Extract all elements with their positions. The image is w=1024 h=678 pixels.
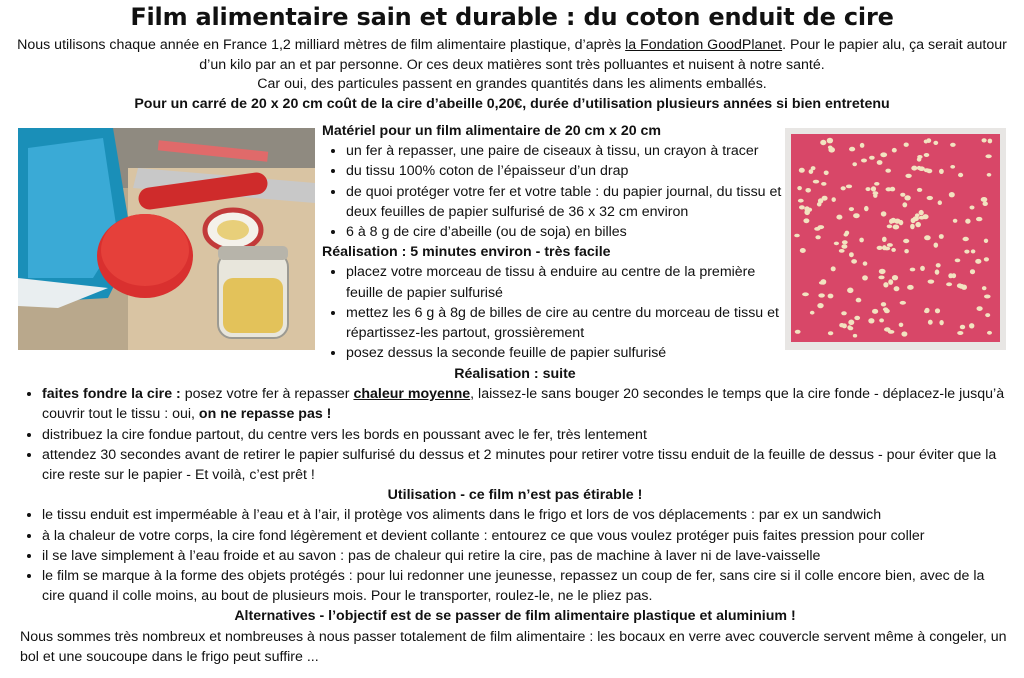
wax-bead xyxy=(799,205,805,209)
wax-bead xyxy=(910,224,915,230)
wax-bead xyxy=(950,143,956,147)
wax-bead xyxy=(957,331,963,335)
wax-bead xyxy=(907,285,914,290)
materials-item: • du tissu 100% coton de l’épaisseur d’un drap xyxy=(346,161,784,181)
wax-bead xyxy=(882,237,887,242)
wax-bead xyxy=(900,301,906,305)
wax-bead xyxy=(869,156,875,160)
wax-bead xyxy=(864,206,869,211)
wax-bead xyxy=(900,193,905,197)
wax-bead xyxy=(892,148,897,153)
wax-bead xyxy=(853,213,860,218)
wax-bead xyxy=(883,307,888,311)
wax-bead xyxy=(832,197,836,202)
wax-bead xyxy=(924,235,931,240)
usage-item: • à la chaleur de votre corps, la cire fond légèrement et devient collante : entourez ce que vous voulez protéger puis faites pression pour coller xyxy=(42,526,1010,546)
wax-bead xyxy=(987,173,992,177)
wax-bead xyxy=(926,138,931,143)
wax-bead xyxy=(917,157,922,161)
usage-list xyxy=(20,505,1010,606)
wax-bead xyxy=(846,185,852,189)
wax-bead xyxy=(936,263,941,267)
wax-bead xyxy=(915,222,921,227)
wax-bead xyxy=(841,186,846,190)
wax-bead xyxy=(938,200,942,205)
wax-bead xyxy=(919,216,925,220)
wax-bead xyxy=(959,284,965,289)
wax-bead xyxy=(839,323,844,327)
suite-item: • distribuez la cire fondue partout, du centre vers les bords en poussant avec le fer, très lentement xyxy=(42,425,1010,445)
wax-bead xyxy=(894,286,900,291)
wax-bead xyxy=(981,197,988,202)
wax-bead xyxy=(851,259,857,264)
wax-bead xyxy=(874,182,879,186)
wax-bead xyxy=(797,186,802,190)
wax-bead xyxy=(859,238,864,243)
wax-bead xyxy=(848,326,853,330)
intro-text-a: Nous utilisons chaque année en France 1,2 milliard mètres de film alimentaire plastique, d’après xyxy=(17,37,626,53)
wax-bead xyxy=(854,316,860,320)
wax-bead xyxy=(856,298,862,303)
wax-bead xyxy=(800,248,806,253)
wax-bead xyxy=(879,269,886,274)
wax-bead xyxy=(862,275,868,280)
wax-bead xyxy=(904,249,909,253)
wax-bead xyxy=(878,276,884,280)
realisation-item: • mettez les 6 g à 8g de billes de cire au centre du morceau de tissu et répartissez-les partout, grossièrement xyxy=(346,303,784,343)
wax-bead xyxy=(831,266,836,271)
alternatives-text: Nous sommes très nombreux et nombreuses à nous passer totalement de film alimentaire : les bocaux en verre avec couvercle servent même à congeler, un bol et une soucoupe dans le frigo peut suffire ... xyxy=(20,628,1007,665)
wax-bead xyxy=(885,169,891,173)
wax-bead xyxy=(839,249,845,253)
materials-item: • un fer à repasser, une paire de ciseaux à tissu, un crayon à tracer xyxy=(346,141,784,161)
wax-bead xyxy=(834,242,839,246)
wax-bead xyxy=(860,143,865,148)
materials-photo-illustration xyxy=(18,128,315,350)
wax-bead xyxy=(817,303,823,308)
wax-bead xyxy=(928,280,935,284)
wax-bead xyxy=(809,169,814,174)
wax-fabric-illustration xyxy=(785,128,1006,350)
wax-fabric-photo xyxy=(785,128,1006,350)
usage-item: • le film se marque à la forme des objets protégés : pour lui redonner une jeunesse, repassez un coup de fer, sans cire si il colle encore bien, avec de la cire quand il colle moins, au bout de plusieurs mois. Pour le transporter, roulez-le, ne le pliez pas. xyxy=(42,566,1010,606)
wax-bead xyxy=(982,286,987,290)
wax-bead xyxy=(971,249,976,253)
wax-bead xyxy=(963,237,969,241)
wax-bead xyxy=(879,318,884,322)
wax-bead xyxy=(853,334,857,338)
wax-bead xyxy=(882,245,886,250)
wax-bead xyxy=(976,217,982,221)
intro-line2: Car oui, des particules passent en grandes quantités dans les aliments emballés. xyxy=(257,76,767,92)
wax-bead xyxy=(803,218,809,223)
wax-bead xyxy=(794,234,800,238)
wax-bead xyxy=(841,244,847,249)
wax-bead xyxy=(822,196,828,201)
wax-bead xyxy=(903,239,909,243)
usage-item: • le tissu enduit est imperméable à l’eau et à l’air, il protège vos aliments dans le frigo et lors de vos déplacements : par ex un sandwich xyxy=(42,505,1010,525)
wax-bead xyxy=(852,162,857,166)
wax-bead xyxy=(828,146,833,150)
wax-bead xyxy=(861,159,867,163)
wax-bead xyxy=(880,152,887,157)
materials-item: • de quoi protéger votre fer et votre table : du papier journal, du tissu et deux feuilles de papier sulfurisé de 36 x 32 cm environ xyxy=(346,182,784,222)
wax-bead xyxy=(842,240,848,244)
wax-bead xyxy=(820,140,826,145)
wax-bead xyxy=(939,234,944,239)
usage-heading: Utilisation - ce film n’est pas étirable ! xyxy=(387,487,643,504)
wax-bead xyxy=(946,282,952,286)
wax-bead xyxy=(887,225,892,229)
materials-photo xyxy=(18,128,315,350)
wax-bead xyxy=(848,320,854,326)
materials-heading: Matériel pour un film alimentaire de 20 cm x 20 cm xyxy=(322,123,662,139)
suite-item1-bold: faites fondre la cire : xyxy=(42,386,181,403)
wax-bead xyxy=(987,331,992,335)
wax-bead xyxy=(927,196,933,200)
suite-list xyxy=(20,384,1010,485)
wax-bead xyxy=(920,266,925,271)
wax-bead xyxy=(847,288,853,294)
suite-item: • attendez 30 secondes avant de retirer le papier sulfurisé du dessus et 2 minutes pour retirer votre tissu enduit de la feuille de dessus - pour éviter que la cire reste sur le papier - Et voilà, c’est prêt ! xyxy=(42,445,1010,485)
usage-item: • il se lave simplement à l’eau froide et au savon : pas de chaleur qui retire la cire, pas de machine à laver ni de lave-vaisselle xyxy=(42,546,1010,566)
wax-bead xyxy=(939,169,944,174)
suite-item1-bold2: on ne repasse pas ! xyxy=(198,406,332,423)
wax-bead xyxy=(827,138,833,144)
suite-item1-text-a: posez votre fer à repasser xyxy=(180,386,354,403)
wax-bead xyxy=(935,308,940,313)
wax-bead xyxy=(899,323,904,327)
materials-list xyxy=(322,141,784,242)
page-title: Film alimentaire sain et durable : du coton enduit de cire xyxy=(130,3,894,31)
wax-bead xyxy=(802,292,809,296)
wax-bead xyxy=(881,302,886,306)
realisation-heading: Réalisation : 5 minutes environ - très facile xyxy=(322,244,611,261)
wax-bead xyxy=(984,295,991,299)
wax-bead xyxy=(988,139,993,144)
wax-bead xyxy=(891,218,897,223)
lower-section xyxy=(20,364,1010,667)
wax-bead xyxy=(877,246,883,250)
wax-bead xyxy=(924,153,930,157)
realisation-list xyxy=(322,262,784,363)
wax-bead xyxy=(805,188,811,193)
wax-bead xyxy=(849,207,854,211)
wax-bead xyxy=(905,174,911,178)
wax-bead xyxy=(795,330,801,334)
wax-bead xyxy=(887,243,893,247)
wax-bead xyxy=(910,268,916,272)
alternatives-heading: Alternatives - l’objectif est de se passer de film alimentaire plastique et aluminium ! xyxy=(234,608,796,625)
wax-bead xyxy=(911,166,917,171)
wax-bead xyxy=(804,206,809,212)
wax-bead xyxy=(928,320,933,325)
wax-bead xyxy=(950,165,955,169)
wax-bead xyxy=(815,235,820,239)
wax-bead xyxy=(849,252,854,257)
realisation-item: • placez votre morceau de tissu à enduire au centre de la première feuille de papier sulfurisé xyxy=(346,262,784,302)
wax-bead xyxy=(813,180,819,184)
wax-bead xyxy=(891,248,896,252)
wax-bead xyxy=(935,269,940,274)
wax-bead xyxy=(902,202,907,207)
wax-bead xyxy=(877,160,883,165)
cost-statement: Pour un carré de 20 x 20 cm coût de la cire d’abeille 0,20€, durée d’utilisation plusieurs années si bien entretenu xyxy=(134,96,890,112)
wax-bead xyxy=(871,186,876,191)
wax-bead xyxy=(821,182,826,186)
suite-heading: Réalisation : suite xyxy=(454,366,576,382)
wax-bead xyxy=(798,199,804,203)
goodplanet-link[interactable]: la Fondation GoodPlanet xyxy=(625,37,783,53)
wax-bead xyxy=(939,320,943,325)
wax-bead xyxy=(985,154,991,158)
wax-bead xyxy=(901,331,907,336)
wax-bead xyxy=(919,210,924,215)
wax-bead xyxy=(904,143,909,147)
wax-bead xyxy=(982,138,987,142)
suite-item1-text-b: , laissez-le sans bouger 20 secondes le temps que la cire fonde - déplacez-le jusqu’à couvrir tout le tissu : oui, xyxy=(42,386,1005,423)
wax-bead xyxy=(886,187,892,191)
wax-bead xyxy=(841,311,847,315)
wax-bead xyxy=(952,273,957,278)
wax-bead xyxy=(866,187,871,191)
wax-bead xyxy=(964,250,969,254)
wax-bead xyxy=(924,309,929,313)
wax-bead xyxy=(970,206,975,210)
wax-bead xyxy=(893,225,900,230)
wax-bead xyxy=(883,282,888,287)
wax-bead xyxy=(985,313,990,317)
wax-bead xyxy=(844,233,849,237)
wax-bead xyxy=(949,192,955,197)
wax-bead xyxy=(821,279,827,285)
wax-bead xyxy=(977,306,983,311)
wax-bead xyxy=(917,188,922,192)
wax-bead xyxy=(970,269,975,274)
wax-bead xyxy=(969,323,974,328)
wax-bead xyxy=(960,325,965,330)
wax-bead xyxy=(799,168,805,173)
suite-item xyxy=(42,384,1010,424)
wax-bead xyxy=(904,195,910,200)
wax-bead xyxy=(872,309,878,314)
wax-bead xyxy=(868,318,874,323)
wax-bead xyxy=(933,141,938,145)
wax-bead xyxy=(863,261,868,265)
wax-bead xyxy=(888,279,893,285)
wax-bead xyxy=(888,330,895,334)
intro-paragraph xyxy=(10,36,1014,95)
wax-bead xyxy=(984,257,989,261)
intro-text-b: . Pour le papier alu, ça serait autour d’un kilo par an et par personne. Or ces deux matières sont très polluantes et nuisent à notre santé. xyxy=(199,37,1007,73)
wax-bead xyxy=(983,201,988,206)
wax-bead xyxy=(828,294,834,299)
materials-and-steps xyxy=(322,121,784,363)
wax-bead xyxy=(836,215,842,220)
wax-bead xyxy=(818,293,825,297)
wax-bead xyxy=(824,171,829,176)
wax-bead xyxy=(975,259,981,264)
wax-bead xyxy=(965,219,970,224)
wax-bead xyxy=(915,213,920,217)
wax-bead xyxy=(892,275,898,280)
wax-bead xyxy=(881,211,887,216)
materials-item: • 6 à 8 g de cire d’abeille (ou de soja) en billes xyxy=(346,222,784,242)
wax-bead xyxy=(828,331,833,335)
realisation-item: • posez dessus la seconde feuille de papier sulfurisé xyxy=(346,343,784,363)
wax-bead xyxy=(984,239,988,243)
suite-item1-underline: chaleur moyenne xyxy=(353,386,471,403)
wax-bead xyxy=(810,311,815,315)
wax-bead xyxy=(873,191,879,195)
wax-bead xyxy=(814,227,820,231)
wax-bead xyxy=(917,166,921,170)
wax-bead xyxy=(849,147,855,152)
wax-bead xyxy=(953,219,958,223)
wax-bead xyxy=(955,259,961,263)
wax-bead xyxy=(934,243,939,248)
wax-bead xyxy=(958,173,963,177)
